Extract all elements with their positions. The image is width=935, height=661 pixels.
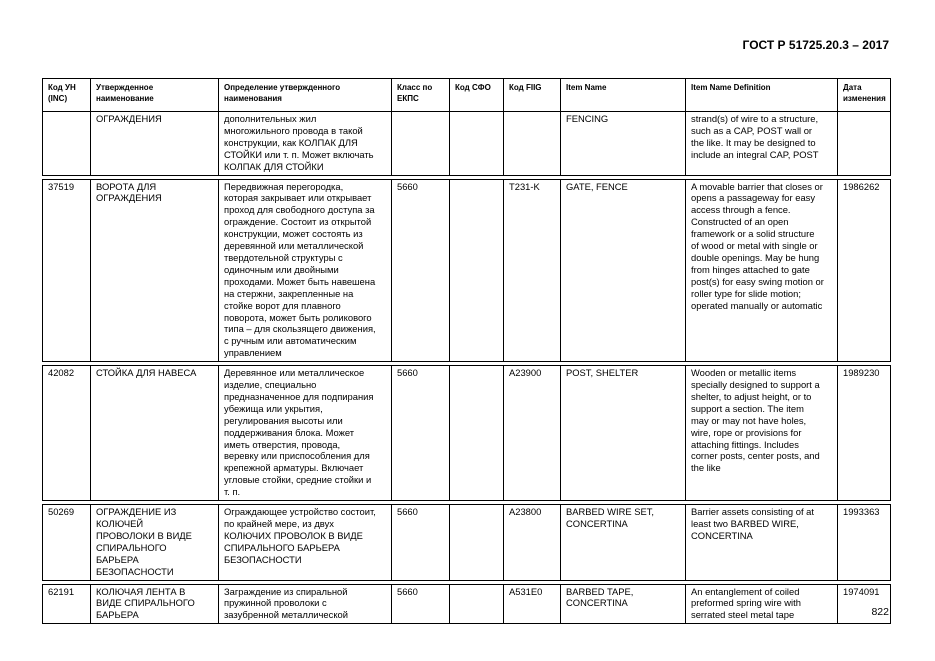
cell-name: КОЛЮЧАЯ ЛЕНТА В ВИДЕ СПИРАЛЬНОГО БАРЬЕРА	[91, 584, 219, 624]
cell-sfo	[450, 366, 504, 501]
cell-definition: Передвижная перегородка, которая закрывает или открывает проход для свободного доступа за ограждение. Состоит из открытой конструкции, может состоять из деревянной или металлической твердотельной структуры с одиночным или двойными проходами. Может быть навешена на стержни, закрепленные на стойке ворот для плавного поворота, может быть роликового типа – для скользящего движения, с ручным или автоматическим управлением	[219, 179, 392, 362]
header-item-name: Item Name	[561, 79, 686, 112]
cell-fiig: A23800	[504, 505, 561, 580]
cell-inc: 50269	[43, 505, 91, 580]
cell-inc	[43, 112, 91, 176]
table-row	[43, 505, 891, 580]
cell-fiig	[504, 112, 561, 176]
header-fiig-code: Код FIIG	[504, 79, 561, 112]
cell-inc: 42082	[43, 366, 91, 501]
cell-item-name: BARBED TAPE, CONCERTINA	[561, 584, 686, 624]
cell-class: 5660	[392, 505, 450, 580]
cell-sfo	[450, 584, 504, 624]
header-approved-name: Утвержденное наименование	[91, 79, 219, 112]
table-header-row	[43, 79, 891, 112]
cell-class: 5660	[392, 179, 450, 362]
header-item-name-definition: Item Name Definition	[686, 79, 838, 112]
catalog-table	[42, 78, 891, 624]
header-ekps-class: Класс по ЕКПС	[392, 79, 450, 112]
table-row	[43, 112, 891, 176]
cell-date: 1974091	[838, 584, 891, 624]
cell-definition: дополнительных жил многожильного провода в такой конструкции, как КОЛПАК ДЛЯ СТОЙКИ или т. п. Может включать КОЛПАК ДЛЯ СТОЙКИ	[219, 112, 392, 176]
cell-date: 1989230	[838, 366, 891, 501]
header-change-date: Дата изменения	[838, 79, 891, 112]
cell-class: 5660	[392, 366, 450, 501]
header-definition: Определение утвержденного наименования	[219, 79, 392, 112]
cell-date: 1986262	[838, 179, 891, 362]
cell-date: 1993363	[838, 505, 891, 580]
table-row	[43, 584, 891, 624]
table-row	[43, 179, 891, 362]
cell-sfo	[450, 112, 504, 176]
cell-sfo	[450, 179, 504, 362]
cell-fiig: T231-K	[504, 179, 561, 362]
cell-name: ВОРОТА ДЛЯ ОГРАЖДЕНИЯ	[91, 179, 219, 362]
header-sfo-code: Код СФО	[450, 79, 504, 112]
cell-fiig: A531E0	[504, 584, 561, 624]
cell-item-name: FENCING	[561, 112, 686, 176]
cell-date	[838, 112, 891, 176]
cell-sfo	[450, 505, 504, 580]
cell-definition: Заграждение из спиральной пружинной проволоки с зазубренной металлической	[219, 584, 392, 624]
document-code: ГОСТ Р 51725.20.3 – 2017	[742, 38, 889, 52]
cell-name: ОГРАЖДЕНИЯ	[91, 112, 219, 176]
cell-item-def: Barrier assets consisting of at least two BARBED WIRE, CONCERTINA	[686, 505, 838, 580]
cell-class	[392, 112, 450, 176]
cell-item-def: A movable barrier that closes or opens a passageway for easy access through a fence. Constructed of an open framework or a solid structure of wood or metal with single or double openings. May be hung from hinges attached to gate post(s) for easy swing motion or roller type for slide motion; operated manually or automatic	[686, 179, 838, 362]
cell-item-def: An entanglement of coiled preformed spring wire with serrated steel metal tape	[686, 584, 838, 624]
cell-class: 5660	[392, 584, 450, 624]
header-inc: Код УН (INC)	[43, 79, 91, 112]
cell-definition: Ограждающее устройство состоит, по крайней мере, из двух КОЛЮЧИХ ПРОВОЛОК В ВИДЕ СПИРАЛЬНОГО БАРЬЕРА БЕЗОПАСНОСТИ	[219, 505, 392, 580]
page-number: 822	[871, 606, 889, 618]
cell-item-def: Wooden or metallic items specially designed to support a shelter, to adjust height, or to support a section. The item may or may not have holes, wire, rope or provisions for attaching fittings. Includes corner posts, center posts, and the like	[686, 366, 838, 501]
cell-item-def: strand(s) of wire to a structure, such as a CAP, POST wall or the like. It may be designed to include an integral CAP, POST	[686, 112, 838, 176]
cell-fiig: A23900	[504, 366, 561, 501]
cell-item-name: BARBED WIRE SET, CONCERTINA	[561, 505, 686, 580]
cell-name: ОГРАЖДЕНИЕ ИЗ КОЛЮЧЕЙ ПРОВОЛОКИ В ВИДЕ СПИРАЛЬНОГО БАРЬЕРА БЕЗОПАСНОСТИ	[91, 505, 219, 580]
cell-item-name: POST, SHELTER	[561, 366, 686, 501]
cell-inc: 37519	[43, 179, 91, 362]
cell-item-name: GATE, FENCE	[561, 179, 686, 362]
cell-inc: 62191	[43, 584, 91, 624]
cell-name: СТОЙКА ДЛЯ НАВЕСА	[91, 366, 219, 501]
table-row	[43, 366, 891, 501]
cell-definition: Деревянное или металлическое изделие, специально предназначенное для подпирания убежища или укрытия, регулирования высоты или поддерживания блока. Может иметь отверстия, провода, веревку или приспособления для крепежной арматуры. Включает угловые стойки, средние стойки и т. п.	[219, 366, 392, 501]
